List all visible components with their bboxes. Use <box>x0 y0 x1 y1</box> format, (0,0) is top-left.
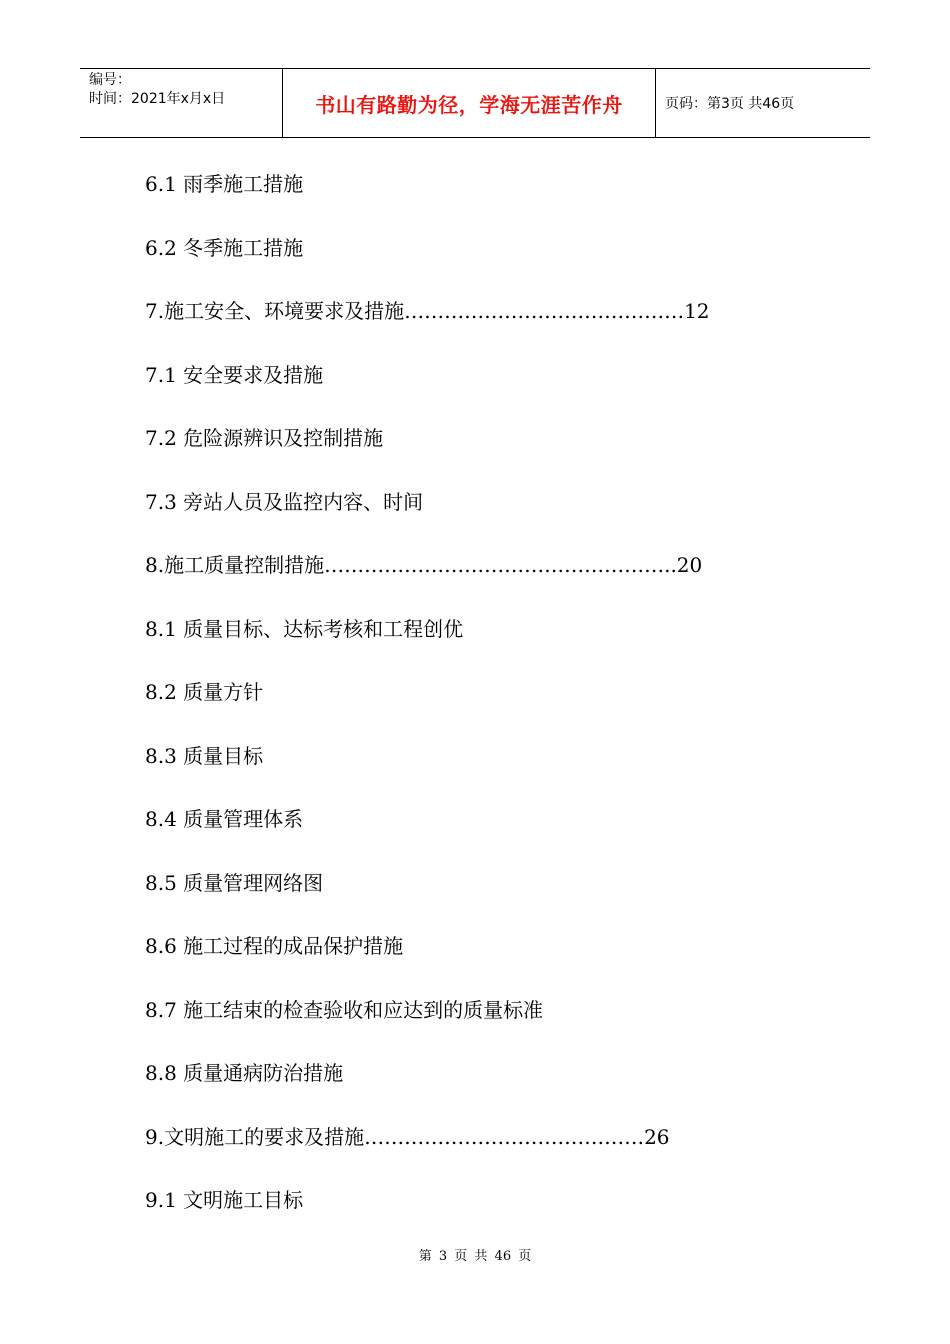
toc-entry: 8.5 质量管理网络图 <box>145 870 324 895</box>
table-of-contents <box>145 166 825 1246</box>
toc-entry: 7.3 旁站人员及监控内容、时间 <box>145 489 424 514</box>
toc-entry: 8.2 质量方针 <box>145 680 264 704</box>
page-header <box>80 68 870 138</box>
header-page-info: 页码：第3页 共46页 <box>665 96 795 112</box>
header-motto: 书山有路勤为径，学海无涯苦作舟 <box>282 69 656 137</box>
toc-entry: 8.6 施工过程的成品保护措施 <box>145 934 404 958</box>
toc-entry: 7.1 安全要求及措施 <box>145 362 324 387</box>
toc-entry: 9.文明施工的要求及措施……………………………………26 <box>145 1124 670 1149</box>
toc-entry: 8.7 施工结束的检查验收和应达到的质量标准 <box>145 997 544 1022</box>
toc-entry: 6.1 雨季施工措施 <box>145 172 304 196</box>
toc-entry: 8.4 质量管理体系 <box>145 807 304 831</box>
page-footer: 第 3 页 共 46 页 <box>418 1249 532 1264</box>
document-number-label: 编号： <box>89 72 131 88</box>
toc-entry: 7.2 危险源辨识及控制措施 <box>145 426 384 450</box>
toc-entry: 8.8 质量通病防治措施 <box>145 1061 344 1085</box>
toc-entry: 6.2 冬季施工措施 <box>145 235 304 260</box>
header-meta <box>80 69 282 137</box>
toc-entry: 7.施工安全、环境要求及措施……………………………………12 <box>145 299 710 323</box>
toc-entry: 8.1 质量目标、达标考核和工程创优 <box>145 616 464 641</box>
document-time-label: 时间：2021年x月x日 <box>89 91 226 107</box>
toc-entry: 9.1 文明施工目标 <box>145 1188 304 1212</box>
toc-entry: 8.施工质量控制措施……………………………………………..20 <box>145 553 703 577</box>
toc-entry: 8.3 质量目标 <box>145 743 264 768</box>
